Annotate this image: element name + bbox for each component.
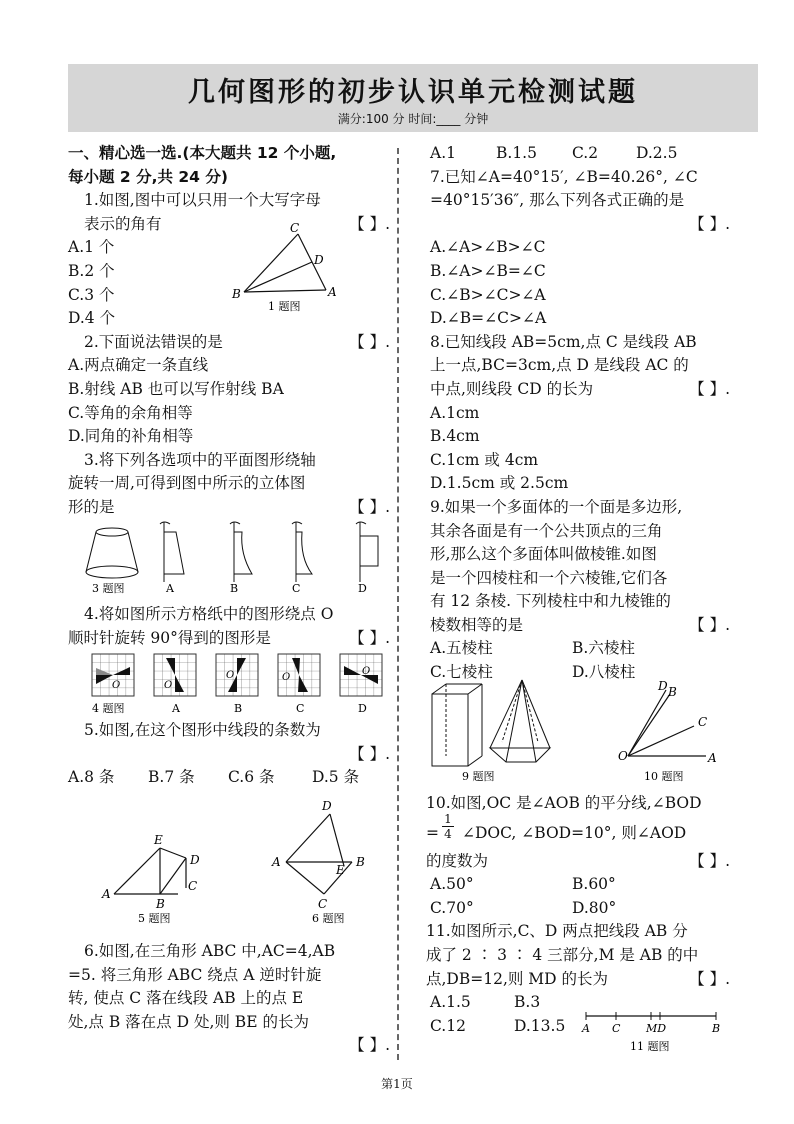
- q11-line2: 成了 2 ∶ 3 ∶ 4 三部分,M 是 AB 的中: [426, 945, 699, 964]
- q10-fraction-denominator: 4: [444, 826, 452, 841]
- q9-option-d: D.八棱柱: [572, 663, 636, 682]
- q10-option-d: D.80°: [572, 898, 617, 917]
- page-title: 几何图形的初步认识单元检测试题: [188, 77, 638, 108]
- q1-figure: [228, 218, 348, 318]
- answer-bracket: 【 】.: [349, 332, 390, 351]
- q10-figure: [616, 680, 726, 786]
- answer-bracket: 【 】.: [689, 379, 730, 398]
- svg-text:B: B: [356, 855, 365, 869]
- q9-line6: 棱数相等的是 【 】.: [430, 614, 730, 638]
- q11-option-d: D.13.5: [514, 1016, 566, 1035]
- q1-option-b: B.2 个: [68, 261, 115, 280]
- q2-stem: 2.下面说法错误的是 【 】.: [68, 331, 390, 355]
- svg-text:C: C: [290, 221, 300, 235]
- header-banner: [68, 64, 758, 132]
- svg-text:D: D: [314, 253, 324, 267]
- q10-text: [426, 792, 730, 1038]
- answer-bracket: 【 】.: [349, 497, 390, 516]
- q3-figures: [80, 518, 395, 598]
- q5-option-b: B.7 条: [148, 768, 195, 787]
- q11-option-b: B.3: [514, 993, 541, 1012]
- svg-text:C: C: [612, 1022, 621, 1035]
- q4-line2: 顺时针旋转 90°得到的图形是 【 】.: [68, 627, 390, 651]
- q9-line2: 其余各面是有一个公共顶点的三角: [430, 521, 663, 540]
- q4-figures: [90, 652, 395, 716]
- q6-caption: 6 题图: [312, 912, 345, 925]
- q3-label-c: C: [292, 582, 301, 595]
- q1-option-a: A.1 个: [68, 238, 115, 257]
- q8-option-d: D.1.5cm 或 2.5cm: [430, 474, 569, 493]
- q7-line2: =40°15′36″, 那么下列各式正确的是: [430, 191, 685, 210]
- q10-fraction-numerator: 1: [442, 812, 454, 827]
- q10-line2: = $\frac{1}{4}$ ∠DOC, ∠BOD=10°, 则∠AOD: [426, 811, 687, 842]
- q7-option-d: D.∠B=∠C>∠A: [430, 309, 547, 328]
- answer-bracket: 【 】.: [349, 744, 390, 763]
- q7-line1: 7.已知∠A=40°15′, ∠B=40.26°, ∠C: [430, 167, 698, 186]
- q6-figure: [266, 798, 386, 930]
- svg-text:O: O: [112, 680, 121, 691]
- q8-option-b: B.4cm: [430, 427, 480, 446]
- q2-option-d: D.同角的补角相等: [68, 427, 194, 446]
- q4-label-d: D: [358, 702, 367, 715]
- q5-text: [68, 719, 390, 790]
- q11-line1: 11.如图所示,C、D 两点把线段 AB 分: [426, 922, 688, 941]
- svg-text:O: O: [282, 672, 291, 683]
- q4-label-c: C: [296, 702, 305, 715]
- svg-text:D: D: [658, 680, 668, 693]
- answer-bracket: 【 】.: [689, 851, 730, 870]
- q6-option-b: B.1.5: [496, 144, 537, 162]
- svg-text:A: A: [708, 751, 717, 765]
- q9-line3: 形,那么这个多面体叫做棱锥.如图: [430, 545, 657, 564]
- svg-text:D: D: [190, 853, 200, 867]
- q3-label-d: D: [358, 582, 367, 595]
- svg-text:C: C: [188, 879, 198, 893]
- q4-label-b: B: [234, 702, 243, 715]
- q10-line1: 10.如图,OC 是∠AOB 的平分线,∠BOD: [426, 794, 702, 812]
- svg-text:O: O: [226, 670, 235, 681]
- answer-bracket: 【 】.: [689, 615, 730, 634]
- svg-text:C: C: [318, 897, 328, 911]
- q6-line4: 处,点 B 落在点 D 处,则 BE 的长为: [68, 1012, 309, 1031]
- svg-text:E: E: [336, 863, 345, 877]
- q8-option-c: C.1cm 或 4cm: [430, 450, 539, 469]
- q5-stem: 5.如图,在这个图形中线段的条数为: [84, 721, 321, 739]
- q3-label-a: A: [166, 582, 174, 595]
- q6-line3: 转, 使点 C 落在线段 AB 上的点 E: [68, 989, 304, 1008]
- q1-option-d: D.4 个: [68, 309, 116, 328]
- svg-text:A: A: [328, 285, 337, 299]
- q8-line1: 8.已知线段 AB=5cm,点 C 是线段 AB: [430, 332, 697, 351]
- svg-text:E: E: [154, 833, 163, 847]
- q5-figure: [96, 828, 216, 928]
- q8-option-a: A.1cm: [430, 403, 480, 422]
- q8-line3: 中点,则线段 CD 的长为 【 】.: [430, 378, 730, 402]
- q11-option-a: A.1.5: [430, 993, 471, 1012]
- q2-option-c: C.等角的余角相等: [68, 403, 193, 422]
- q9-line1: 9.如果一个多面体的一个面是多边形,: [430, 497, 683, 516]
- q2-option-a: A.两点确定一条直线: [68, 356, 209, 375]
- answer-bracket: 【 】.: [689, 214, 730, 233]
- svg-text:O: O: [164, 680, 173, 691]
- q7-option-b: B.∠A>∠B=∠C: [430, 261, 546, 280]
- q7-option-a: A.∠A>∠B>∠C: [430, 238, 546, 257]
- left-column: [68, 142, 390, 520]
- answer-bracket: 【 】.: [349, 628, 390, 647]
- q10-option-b: B.60°: [572, 875, 616, 894]
- q9-option-c: C.七棱柱: [430, 663, 493, 682]
- q3-line1: 3.将下列各选项中的平面图形绕轴: [84, 450, 316, 469]
- q2-option-b: B.射线 AB 也可以写作射线 BA: [68, 379, 284, 398]
- svg-text:A: A: [272, 855, 281, 869]
- right-column: [430, 142, 730, 685]
- q5-option-c: C.6 条: [228, 768, 275, 787]
- q5-options: [68, 766, 390, 790]
- q10-caption: 10 题图: [644, 770, 684, 783]
- page-number: 第1页: [381, 1077, 413, 1091]
- q3-line3: 形的是 【 】.: [68, 496, 390, 520]
- svg-text:B: B: [712, 1022, 721, 1035]
- svg-text:A: A: [102, 887, 111, 901]
- q6-option-a: A.1: [430, 144, 456, 162]
- q10-option-a: A.50°: [430, 875, 474, 894]
- q6-line2: =5. 将三角形 ABC 绕点 A 逆时针旋: [68, 965, 322, 984]
- q10-option-c: C.70°: [430, 898, 474, 917]
- svg-text:MD: MD: [646, 1022, 667, 1035]
- score-time-line: 满分:100 分 时间:____ 分钟: [337, 112, 489, 126]
- q1-line2: 表示的角有 【 】.: [68, 213, 390, 237]
- q9-figure: [426, 676, 576, 784]
- q7-option-c: C.∠B>∠C>∠A: [430, 285, 546, 304]
- q9-line4: 是一个四棱柱和一个六棱锥,它们各: [430, 568, 668, 587]
- q5-option-d: D.5 条: [312, 768, 360, 787]
- q10-line3: 的度数为 【 】.: [426, 850, 730, 874]
- answer-bracket: 【 】.: [349, 214, 390, 233]
- q9-line5: 有 12 条棱. 下列棱柱中和九棱锥的: [430, 592, 671, 611]
- q4-label-a: A: [172, 702, 180, 715]
- q1-line1: 1.如图,图中可以只用一个大写字母: [84, 191, 321, 210]
- q5-caption: 5 题图: [138, 912, 171, 925]
- answer-bracket: 【 】.: [689, 969, 730, 988]
- q4-text: [68, 603, 390, 650]
- q6-option-c: C.2: [572, 144, 599, 162]
- svg-text:B: B: [668, 685, 677, 699]
- q11-option-c: C.12: [430, 1016, 466, 1035]
- q1-option-c: C.3 个: [68, 285, 115, 304]
- q1-caption: 1 题图: [268, 300, 301, 313]
- section-heading: 一、精心选一选.(本大题共 12 个小题,: [68, 144, 337, 162]
- q5-option-a: A.8 条: [68, 768, 115, 787]
- q11-figure: [578, 1006, 728, 1058]
- svg-text:A: A: [582, 1022, 590, 1035]
- q6-option-d: D.2.5: [636, 144, 678, 162]
- q3-caption: 3 题图: [92, 582, 125, 595]
- q4-line1: 4.将如图所示方格纸中的图形绕点 O: [84, 605, 334, 623]
- q9-option-a: A.五棱柱: [430, 639, 493, 658]
- svg-text:D: D: [322, 799, 332, 813]
- q9-option-b: B.六棱柱: [572, 639, 635, 658]
- q11-caption: 11 题图: [630, 1040, 670, 1053]
- q6-options: [430, 142, 730, 166]
- svg-text:O: O: [618, 749, 628, 763]
- q3-line2: 旋转一周,可得到图中所示的立体图: [68, 474, 306, 493]
- section-heading-2: 每小题 2 分,共 24 分): [68, 167, 228, 186]
- q3-label-b: B: [230, 582, 239, 595]
- q11-line3: 点,DB=12,则 MD 的长为 【 】.: [426, 968, 730, 992]
- q6-line1: 6.如图,在三角形 ABC 中,AC=4,AB: [84, 942, 336, 960]
- svg-text:C: C: [698, 715, 708, 729]
- answer-bracket: 【 】.: [349, 1036, 390, 1055]
- q8-line2: 上一点,BC=3cm,点 D 是线段 AC 的: [430, 356, 689, 375]
- svg-text:B: B: [156, 897, 165, 911]
- svg-text:O: O: [362, 666, 371, 677]
- svg-text:B: B: [232, 287, 241, 301]
- q4-caption: 4 题图: [92, 702, 125, 715]
- column-divider: [397, 148, 399, 1060]
- q6-text: [68, 940, 390, 1058]
- q9-caption: 9 题图: [462, 770, 495, 783]
